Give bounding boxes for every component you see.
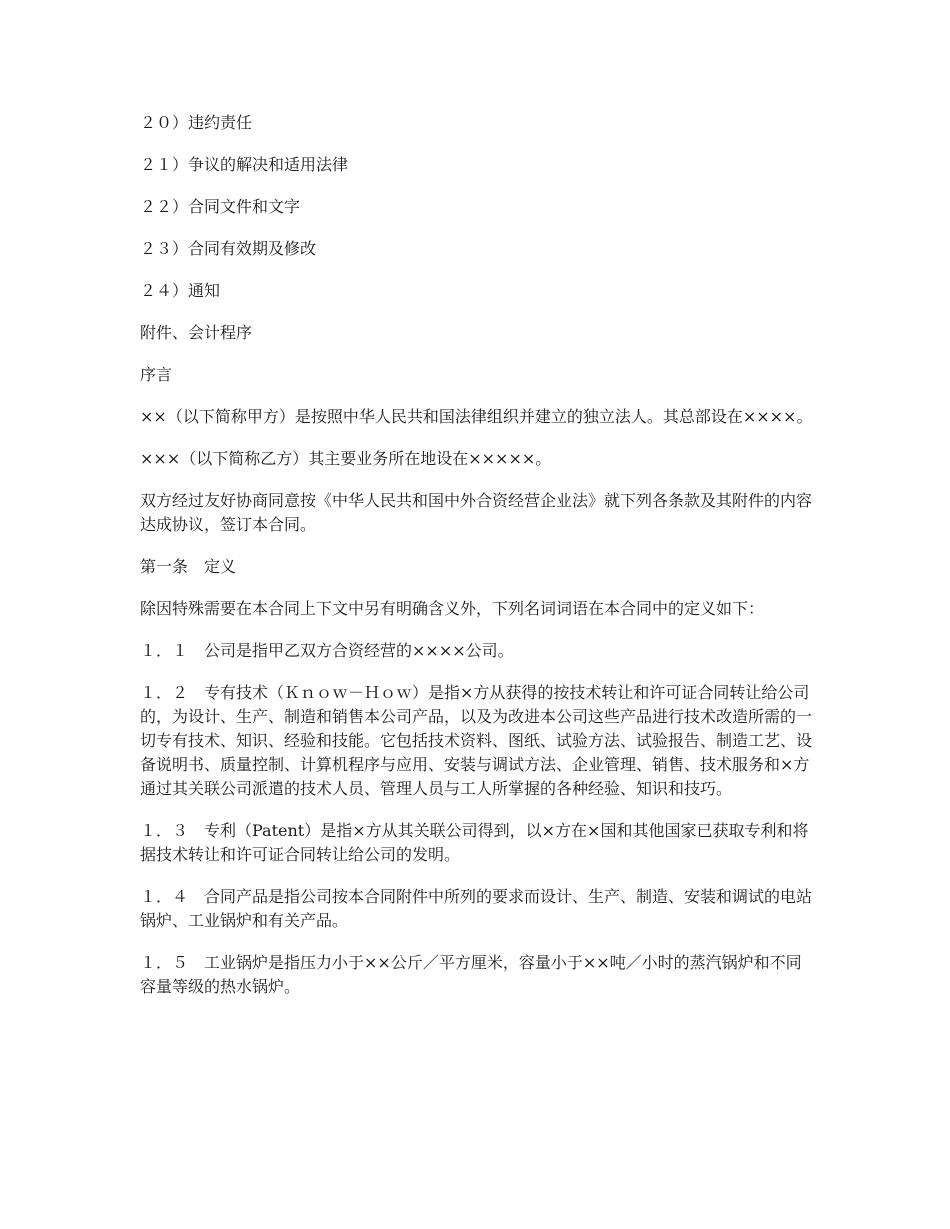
toc-item-22: ２２）合同文件和文字 — [140, 197, 301, 216]
toc-item-24: ２４）通知 — [140, 281, 221, 300]
article-1-heading: 第一条 定义 — [140, 557, 237, 576]
clause-1-5: １．５ 工业锅炉是指压力小于××公斤／平方厘米，容量小于××吨／小时的蒸汽锅炉和不同容量等级的热水锅炉。 — [140, 953, 802, 996]
clause-1-1: １．１ 公司是指甲乙双方合资经营的××××公司。 — [140, 641, 514, 660]
toc-item-21: ２１）争议的解决和适用法律 — [140, 155, 349, 174]
toc-item-20: ２０）违约责任 — [140, 113, 253, 132]
definitions-intro: 除因特殊需要在本合同上下文中另有明确含义外，下列名词词语在本合同中的定义如下： — [140, 599, 765, 618]
party-b-paragraph: ×××（以下简称乙方）其主要业务所在地设在×××××。 — [140, 449, 552, 468]
preface-heading: 序言 — [140, 365, 173, 384]
party-a-paragraph: ××（以下简称甲方）是按照中华人民共和国法律组织并建立的独立法人。其总部设在××××。 — [140, 407, 813, 426]
toc-item-23: ２３）合同有效期及修改 — [140, 239, 317, 258]
document-body — [140, 111, 815, 1017]
clause-1-4: １．４ 合同产品是指公司按本合同附件中所列的要求而设计、生产、制造、安装和调试的电站锅炉、工业锅炉和有关产品。 — [140, 887, 813, 930]
toc-item-appendix: 附件、会计程序 — [140, 323, 253, 342]
agreement-paragraph: 双方经过友好协商同意按《中华人民共和国中外合资经营企业法》就下列各条款及其附件的内容达成协议，签订本合同。 — [140, 491, 813, 534]
clause-1-3: １．３ 专利（Patent）是指×方从其关联公司得到，以×方在×国和其他国家已获取专利和将据技术转让和许可证合同转让给公司的发明。 — [140, 821, 809, 864]
clause-1-2: １．２ 专有技术（Ｋｎｏｗ－Ｈｏｗ）是指×方从获得的按技术转让和许可证合同转让给公司的，为设计、生产、制造和销售本公司产品，以及为改进本公司这些产品进行技术改造所需的一切专有技术、知识、经验和技能。它包括技术资料、图纸、试验方法、试验报告、制造工艺、设备说明书、质量控制、计算机程序与应用、安装与调试方法、企业管理、销售、技术服务和×方通过其关联公司派遣的技术人员、管理人员与工人所掌握的各种经验、知识和技巧。 — [140, 683, 813, 798]
